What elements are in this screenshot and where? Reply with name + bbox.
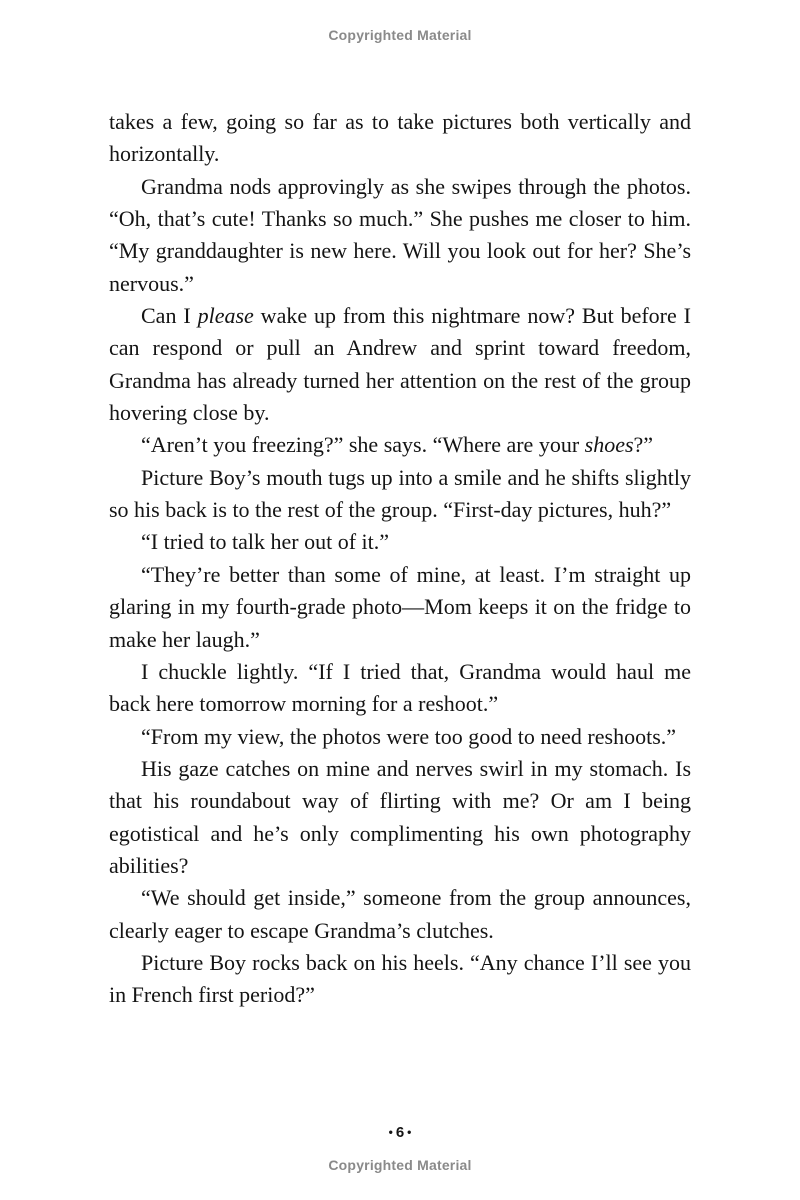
paragraph-text: “Aren’t you freezing?” she says. “Where are your bbox=[141, 432, 585, 458]
paragraph-text: Can I bbox=[141, 303, 198, 329]
copyright-watermark-top: Copyrighted Material bbox=[328, 27, 472, 43]
paragraph: Picture Boy’s mouth tugs up into a smile and he shifts slightly so his back is to the rest of the group. “First-day pictures, huh?” bbox=[109, 464, 691, 523]
emphasized-text: shoes bbox=[584, 432, 634, 458]
paragraph: Grandma nods approvingly as she swipes through the photos. “Oh, that’s cute! Thanks so much.” She pushes me closer to him. “My granddaughter is new here. Will you look out for her? She’s nervous.” bbox=[109, 173, 691, 296]
page-number: 6 bbox=[395, 1124, 405, 1141]
page-number-dot-right: • bbox=[407, 1125, 412, 1139]
paragraph: “They’re better than some of mine, at least. I’m straight up glaring in my fourth-grade photo—Mom keeps it on the fridge to make her laugh.” bbox=[109, 561, 691, 652]
emphasized-text: please bbox=[197, 303, 254, 329]
page-number-dot-left: • bbox=[388, 1125, 393, 1139]
paragraph: I chuckle lightly. “If I tried that, Grandma would haul me back here tomorrow morning for a reshoot.” bbox=[109, 658, 691, 717]
page-number-footer bbox=[0, 1124, 800, 1141]
paragraph: Picture Boy rocks back on his heels. “Any chance I’ll see you in French first period?” bbox=[109, 949, 691, 1008]
paragraph-text: wake up from this nightmare now? But before I can respond or pull an Andrew and sprint toward freedom, Grandma has already turned her attention on the rest of the group hovering close by. bbox=[109, 303, 692, 426]
paragraph: takes a few, going so far as to take pictures both vertically and horizontally. bbox=[109, 109, 691, 167]
paragraph bbox=[109, 300, 691, 429]
paragraph bbox=[109, 429, 691, 461]
body-text bbox=[109, 106, 691, 1012]
paragraph: “From my view, the photos were too good to need reshoots.” bbox=[141, 723, 677, 749]
paragraph: “We should get inside,” someone from the group announces, clearly eager to escape Grandma’s clutches. bbox=[109, 885, 691, 943]
paragraph: “I tried to talk her out of it.” bbox=[141, 529, 390, 555]
copyright-watermark-bottom: Copyrighted Material bbox=[328, 1157, 472, 1173]
paragraph-text: ?” bbox=[633, 432, 654, 458]
paragraph: His gaze catches on mine and nerves swirl in my stomach. Is that his roundabout way of flirting with me? Or am I being egotistical and he’s only complimenting his own photography abilities? bbox=[109, 755, 691, 878]
